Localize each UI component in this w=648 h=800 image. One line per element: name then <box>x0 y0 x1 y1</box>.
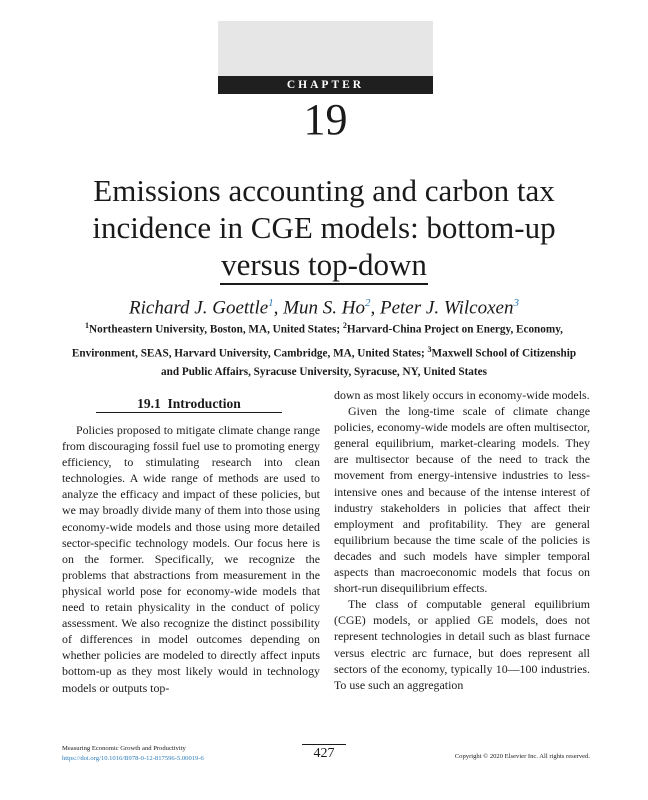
affiliations <box>20 316 628 382</box>
chapter-title <box>40 172 608 283</box>
affiliation-1: Northeastern University, Boston, MA, United States; <box>89 323 343 336</box>
right-column <box>334 387 590 693</box>
affiliation-3: Maxwell School of Citizenship <box>431 347 577 360</box>
page-number: 427 <box>313 746 335 761</box>
section-heading <box>96 396 282 412</box>
author-affil-marker[interactable]: 3 <box>513 297 519 309</box>
title-rule <box>220 283 428 285</box>
author-name: Peter J. Wilcoxen <box>379 297 514 319</box>
title-line: incidence in CGE models: bottom-up <box>92 210 556 245</box>
title-line: Emissions accounting and carbon tax <box>93 173 555 208</box>
author-separator: , <box>370 297 380 319</box>
author-separator: , <box>273 297 284 319</box>
affil-marker: 1 <box>85 321 90 330</box>
affil-marker: 2 <box>342 321 347 330</box>
book-title: Measuring Economic Growth and Productivity <box>62 745 186 752</box>
paragraph: The class of computable general equilibrium (CGE) models, or applied GE models, does not represent technologies in detail such as blast furnace versus electric arc furnace, but does represent all sectors of the economy, typically 10—100 industries. To use such an aggregation <box>334 597 590 692</box>
title-line: versus top-down <box>221 247 427 282</box>
section-title: Introduction <box>167 396 241 411</box>
doi-link[interactable]: https://doi.org/10.1016/B978-0-12-817596-5.00019-6 <box>62 755 204 762</box>
section-number: 19.1 <box>137 396 161 411</box>
author-name: Richard J. Goettle <box>129 297 269 319</box>
section-rule <box>96 412 282 413</box>
author-affil-marker[interactable]: 2 <box>364 297 371 309</box>
affiliation-2: Harvard-China Project on Energy, Economy, <box>346 323 563 336</box>
footer-citation <box>62 744 204 764</box>
affiliation-2-cont: Environment, SEAS, Harvard University, Cambridge, MA, United States; <box>71 347 428 360</box>
chapter-number: 19 <box>303 95 348 144</box>
paragraph: Given the long-time scale of climate change policies, economy-wide models are often multisector, general equilibrium, market-clearing models. They are multisector because of the need to track the movement from energy-intensive industries to less-intensive ones and because of the intense interest of industry stakeholders in policies that affect their employment and profitability. They are general equilibrium because the time scale of the policies is decades and such models have simpler temporal aspects than macroeconomic models that focus on short-run disequilibrium effects. <box>334 404 590 596</box>
chapter-label: CHAPTER <box>218 76 433 94</box>
affiliation-3-cont: and Public Affairs, Syracuse University, Syracuse, NY, United States <box>161 366 487 379</box>
author-affil-marker[interactable]: 1 <box>268 297 274 309</box>
page-number-rule <box>302 744 346 745</box>
left-column <box>62 422 320 696</box>
paragraph: Policies proposed to mitigate climate change range from discouraging fossil fuel use to promoting energy efficiency, to stimulating research into clean technologies. A wide range of methods are used to analyze the efficacy and impact of these policies, but we may broadly divide many of them into those using economy-wide models and those using more detailed sector-specific technology models. Our focus here is on the former. Specifically, we recognize the problems that abstractions from measurement in the physical world pose for economy-wide models that need to retain physicality in the conduct of policy assessment. We also recognize the distinct possibility of differences in model outcomes depending on whether policies are modeled to directly affect inputs bottom-up as they most likely would in technology models or outputs top- <box>62 423 320 695</box>
affil-marker: 3 <box>427 344 432 354</box>
paragraph: down as most likely occurs in economy-wide models. <box>334 388 590 402</box>
author-name: Mun S. Ho <box>283 297 365 319</box>
copyright: Copyright © 2020 Elsevier Inc. All rights reserved. <box>454 753 590 760</box>
